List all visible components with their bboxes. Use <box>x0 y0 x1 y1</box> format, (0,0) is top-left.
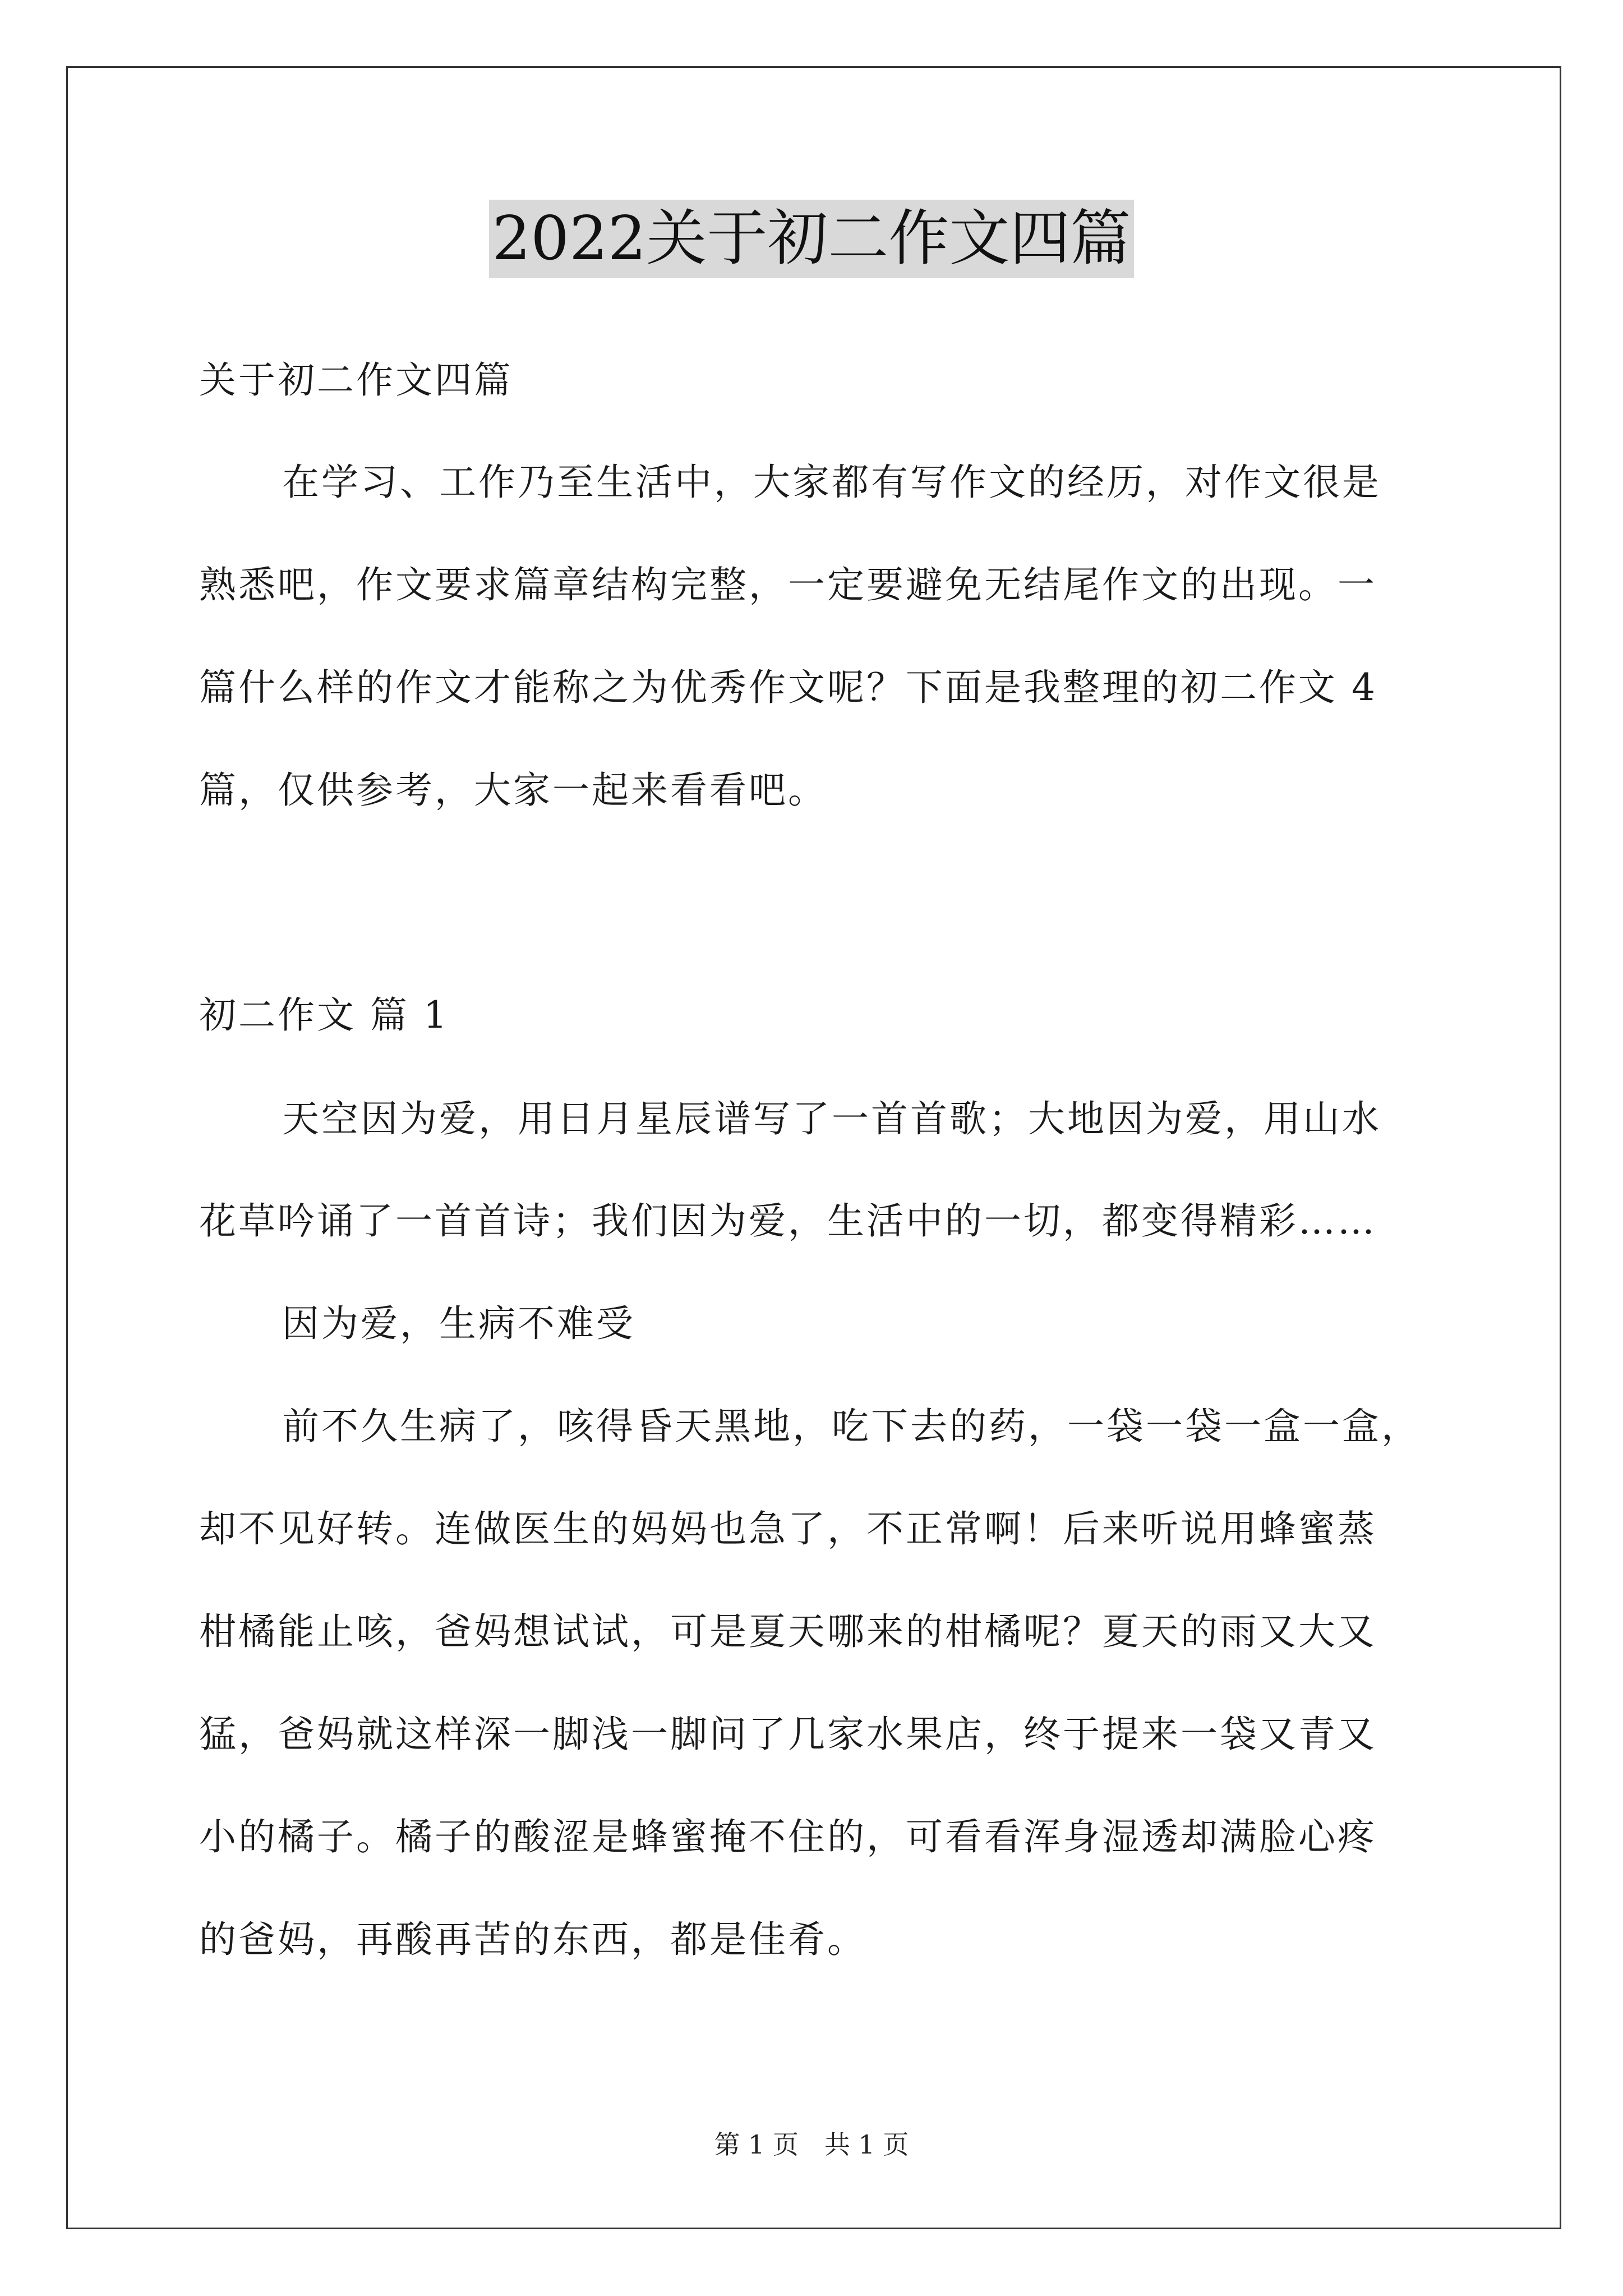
body-line: 柑橘能止咳，爸妈想试试，可是夏天哪来的柑橘呢？夏天的雨又大又 <box>199 1610 1377 1653</box>
body-line: 前不久生病了，咳得昏天黑地，吃下去的药，一袋一袋一盒一盒， <box>282 1405 1421 1448</box>
section-heading: 初二作文 篇 1 <box>199 993 449 1037</box>
intro-line: 篇什么样的作文才能称之为优秀作文呢？下面是我整理的初二作文 4 <box>199 666 1377 709</box>
body-line: 却不见好转。连做医生的妈妈也急了，不正常啊！后来听说用蜂蜜蒸 <box>199 1507 1377 1550</box>
title-container <box>0 200 1623 278</box>
document-subtitle: 关于初二作文四篇 <box>199 358 513 402</box>
intro-line: 篇，仅供参考，大家一起来看看吧。 <box>199 769 827 812</box>
body-line: 小的橘子。橘子的酸涩是蜂蜜掩不住的，可看看浑身湿透却满脸心疼 <box>199 1815 1377 1858</box>
body-line: 猛，爸妈就这样深一脚浅一脚问了几家水果店，终于提来一袋又青又 <box>199 1713 1377 1756</box>
body-line: 天空因为爱，用日月星辰谱写了一首首歌；大地因为爱，用山水 <box>282 1097 1381 1140</box>
body-line: 因为爱，生病不难受 <box>282 1302 635 1345</box>
document-title: 2022关于初二作文四篇 <box>489 200 1135 278</box>
intro-line: 熟悉吧，作文要求篇章结构完整，一定要避免无结尾作文的出现。一 <box>199 563 1377 606</box>
body-line: 的爸妈，再酸再苦的东西，都是佳肴。 <box>199 1918 866 1961</box>
body-line: 花草吟诵了一首首诗；我们因为爱，生活中的一切，都变得精彩…… <box>199 1199 1377 1243</box>
page-number-footer: 第 1 页 共 1 页 <box>714 2129 909 2160</box>
intro-line: 在学习、工作乃至生活中，大家都有写作文的经历，对作文很是 <box>282 461 1381 504</box>
